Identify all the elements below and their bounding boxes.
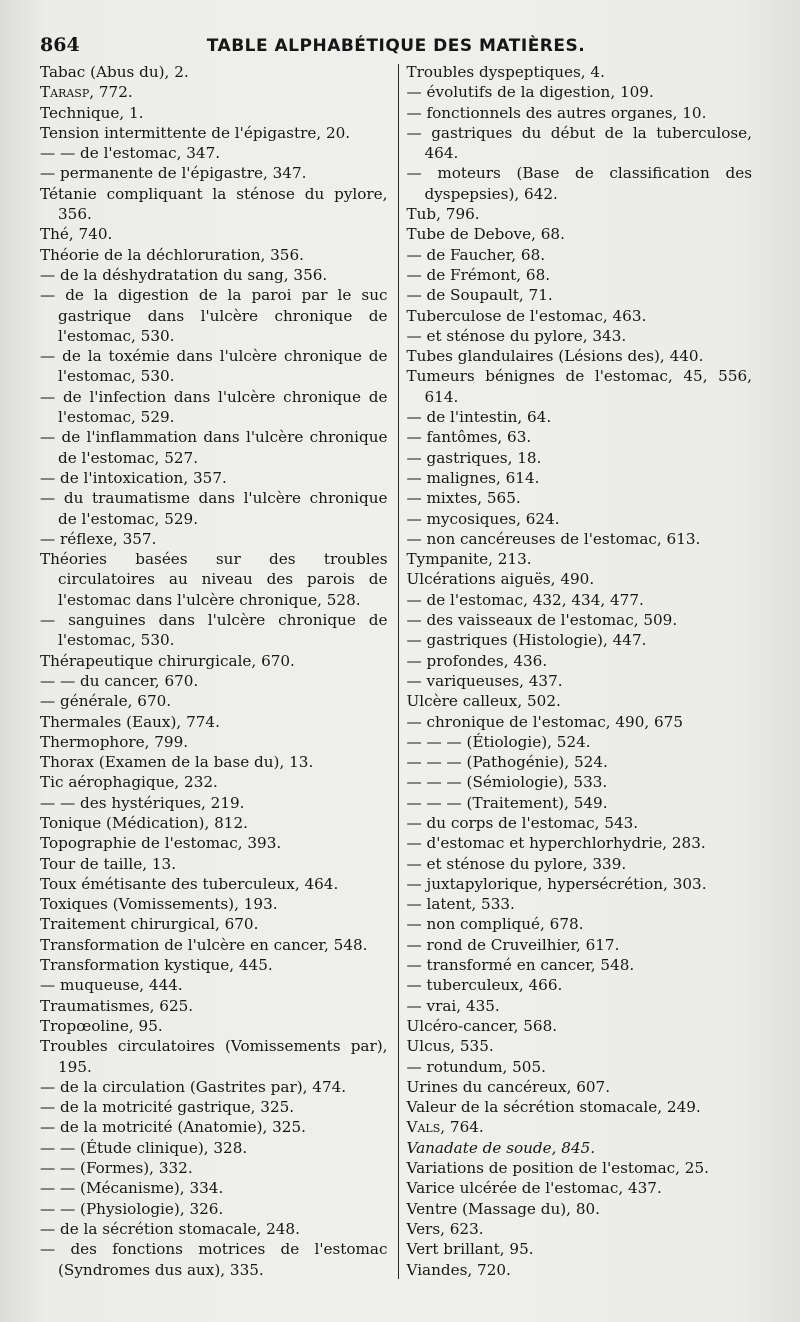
index-entry: Thorax (Examen de la base du), 13. (40, 753, 314, 772)
index-entry: Tétanie compliquant la sténose du pylore, 356. (40, 184, 388, 224)
index-entry: — chronique de l'estomac, 490, 675 (406, 712, 684, 731)
index-entry: — de la sécrétion stomacale, 248. (40, 1219, 300, 1238)
index-entry: — — — (Traitement), 549. (406, 793, 608, 812)
index-entry: Troubles dyspeptiques, 4. (406, 63, 605, 81)
index-entry: — d'estomac et hyperchlorhydrie, 283. (406, 834, 706, 853)
index-entry: Valeur de la sécrétion stomacale, 249. (406, 1098, 701, 1117)
index-entry: Vers, 623. (406, 1219, 484, 1238)
index-entry: Thérapeutique chirurgicale, 670. (40, 651, 295, 670)
index-entry: — tuberculeux, 466. (406, 976, 563, 995)
index-entry: — — (Mécanisme), 334. (40, 1179, 224, 1198)
index-entry: — gastriques, 18. (406, 448, 542, 467)
index-entry: Traitement chirurgical, 670. (40, 915, 259, 934)
index-entry: — de la digestion de la paroi par le suc gastrique dans l'ulcère chronique de l'estomac, 530. (40, 286, 388, 345)
index-entry: Tubes glandulaires (Lésions des), 440. (406, 347, 704, 366)
index-entry: — de l'inflammation dans l'ulcère chronique de l'estomac, 527. (40, 428, 388, 467)
index-entry: Vals, 764. (406, 1118, 484, 1137)
index-entry: Thé, 740. (40, 225, 113, 244)
index-entry: — de Frémont, 68. (406, 265, 551, 284)
index-entry: Ulcérations aiguës, 490. (406, 570, 595, 589)
index-entry: — non compliqué, 678. (406, 915, 584, 934)
index-entry: Vert brillant, 95. (406, 1240, 534, 1259)
index-entry: — de l'infection dans l'ulcère chronique de l'estomac, 529. (40, 387, 388, 427)
index-entry: — de la toxémie dans l'ulcère chronique de l'estomac, 530. (40, 347, 388, 386)
index-entry: — profondes, 436. (406, 651, 548, 670)
index-entry: — vrai, 435. (406, 996, 500, 1015)
index-entry: — réflexe, 357. (40, 529, 157, 548)
index-entry: Tonique (Médication), 812. (40, 813, 248, 832)
index-entry: Théorie de la déchloruration, 356. (40, 245, 304, 264)
index-entry: Tumeurs bénignes de l'estomac, 45, 556, 614. (406, 367, 752, 406)
index-entry: Toux émétisante des tuberculeux, 464. (40, 874, 339, 893)
index-entry: Tympanite, 213. (406, 550, 532, 569)
index-entry: — gastriques (Histologie), 447. (406, 631, 647, 650)
index-entry: Technique, 1. (40, 103, 144, 122)
index-entry: — — — (Pathogénie), 524. (406, 753, 608, 772)
index-entry: — juxtapylorique, hypersécrétion, 303. (406, 874, 707, 893)
index-entry: — de la motricité (Anatomie), 325. (40, 1118, 306, 1137)
index-entry: — de l'estomac, 432, 434, 477. (406, 590, 644, 609)
index-entry: — — des hystériques, 219. (40, 793, 245, 812)
index-entry: Vanadate de soude, 845. (406, 1138, 596, 1157)
index-entry: Thermophore, 799. (40, 732, 189, 751)
index-entry: Ulcéro-cancer, 568. (406, 1016, 558, 1035)
index-entry: — de la motricité gastrique, 325. (40, 1098, 295, 1117)
index-entry: — — (Formes), 332. (40, 1159, 193, 1178)
index-entry: — mycosiques, 624. (406, 509, 560, 528)
index-entry: Ventre (Massage du), 80. (406, 1199, 600, 1218)
index-entry: — de Soupault, 71. (406, 286, 553, 305)
index-entry: — fonctionnels des autres organes, 10. (406, 103, 707, 122)
page-header (40, 28, 752, 62)
index-entry: — et sténose du pylore, 343. (406, 326, 627, 345)
index-entry: — — (Physiologie), 326. (40, 1199, 224, 1218)
index-entry: — des fonctions motrices de l'estomac (Syndromes dus aux), 335. (40, 1240, 388, 1279)
index-entry: Viandes, 720. (406, 1260, 511, 1279)
index-entry: Tabac (Abus du), 2. (40, 63, 189, 81)
index-entry: — rond de Cruveilhier, 617. (406, 935, 620, 954)
index-entry: Tarasp, 772. (40, 83, 133, 102)
index-entry: Tropœoline, 95. (40, 1016, 163, 1035)
index-entry: Variations de position de l'estomac, 25. (406, 1159, 709, 1178)
index-entry: — générale, 670. (40, 692, 172, 711)
index-entry: — non cancéreuses de l'estomac, 613. (406, 529, 701, 548)
index-entry: — — de l'estomac, 347. (40, 144, 221, 163)
index-entry: — du traumatisme dans l'ulcère chronique de l'estomac, 529. (40, 489, 388, 528)
index-entry: — évolutifs de la digestion, 109. (406, 83, 654, 102)
index-entry: — muqueuse, 444. (40, 976, 183, 995)
index-entry: Transformation kystique, 445. (40, 956, 273, 975)
index-entry: — rotundum, 505. (406, 1057, 546, 1076)
index-entry: — des vaisseaux de l'estomac, 509. (406, 611, 678, 630)
index-entry: Tub, 796. (406, 205, 480, 224)
index-entry: Théories basées sur des troubles circulatoires au niveau des parois de l'estomac dans l'ulcère chronique, 528. (40, 550, 388, 609)
index-entry: Ulcus, 535. (406, 1037, 494, 1056)
index-entry: — malignes, 614. (406, 468, 540, 487)
index-entry: Tension intermittente de l'épigastre, 20. (40, 123, 351, 142)
index-entry: — — du cancer, 670. (40, 671, 199, 690)
running-title: TABLE ALPHABÉTIQUE DES MATIÈRES. (206, 36, 586, 56)
index-entry: — sanguines dans l'ulcère chronique de l'estomac, 530. (40, 611, 388, 650)
index-entry: Tuberculose de l'estomac, 463. (406, 306, 647, 325)
index-entry: Tic aérophagique, 232. (40, 773, 218, 792)
index-entry: — de la circulation (Gastrites par), 474. (40, 1077, 347, 1096)
index-entry: Troubles circulatoires (Vomissements par), 195. (40, 1037, 388, 1076)
index-entry: — moteurs (Base de classification des dyspepsies), 642. (406, 164, 752, 203)
index-entry: — fantômes, 63. (406, 428, 532, 447)
index-entry: — latent, 533. (406, 895, 515, 914)
index-entry: — variqueuses, 437. (406, 671, 563, 690)
index-entry: Traumatismes, 625. (40, 996, 194, 1015)
index-entry: Topographie de l'estomac, 393. (40, 834, 282, 853)
index-entry: — transformé en cancer, 548. (406, 956, 635, 975)
index-entry: Transformation de l'ulcère en cancer, 548. (40, 935, 368, 954)
index-entry: — mixtes, 565. (406, 489, 521, 508)
index-entry: — — — (Étiologie), 524. (406, 732, 591, 751)
index-column-left (40, 62, 398, 1312)
index-entry: Toxiques (Vomissements), 193. (40, 895, 278, 914)
index-entry: Ulcère calleux, 502. (406, 692, 561, 711)
page-number: 864 (40, 34, 80, 56)
index-entry: — et sténose du pylore, 339. (406, 854, 627, 873)
index-entry: Thermales (Eaux), 774. (40, 712, 220, 731)
index-entry: Tour de taille, 13. (40, 854, 177, 873)
index-entry: Varice ulcérée de l'estomac, 437. (406, 1179, 662, 1198)
index-entry: — de l'intestin, 64. (406, 408, 552, 427)
index-entry: — de l'intoxication, 357. (40, 468, 227, 487)
index-entry: — gastriques du début de la tuberculose, 464. (406, 123, 752, 163)
index-entry: — — (Étude clinique), 328. (40, 1138, 248, 1157)
index-entry: — — — (Sémiologie), 533. (406, 773, 608, 792)
index-column-right (399, 62, 753, 1312)
index-entry: Urines du cancéreux, 607. (406, 1077, 611, 1096)
index-entry: — permanente de l'épigastre, 347. (40, 164, 307, 183)
index-entry: — de Faucher, 68. (406, 245, 546, 264)
index-entry: Tube de Debove, 68. (406, 225, 565, 244)
index-entry: — du corps de l'estomac, 543. (406, 813, 639, 832)
index-columns (40, 62, 752, 1312)
index-entry: — de la déshydratation du sang, 356. (40, 265, 328, 284)
